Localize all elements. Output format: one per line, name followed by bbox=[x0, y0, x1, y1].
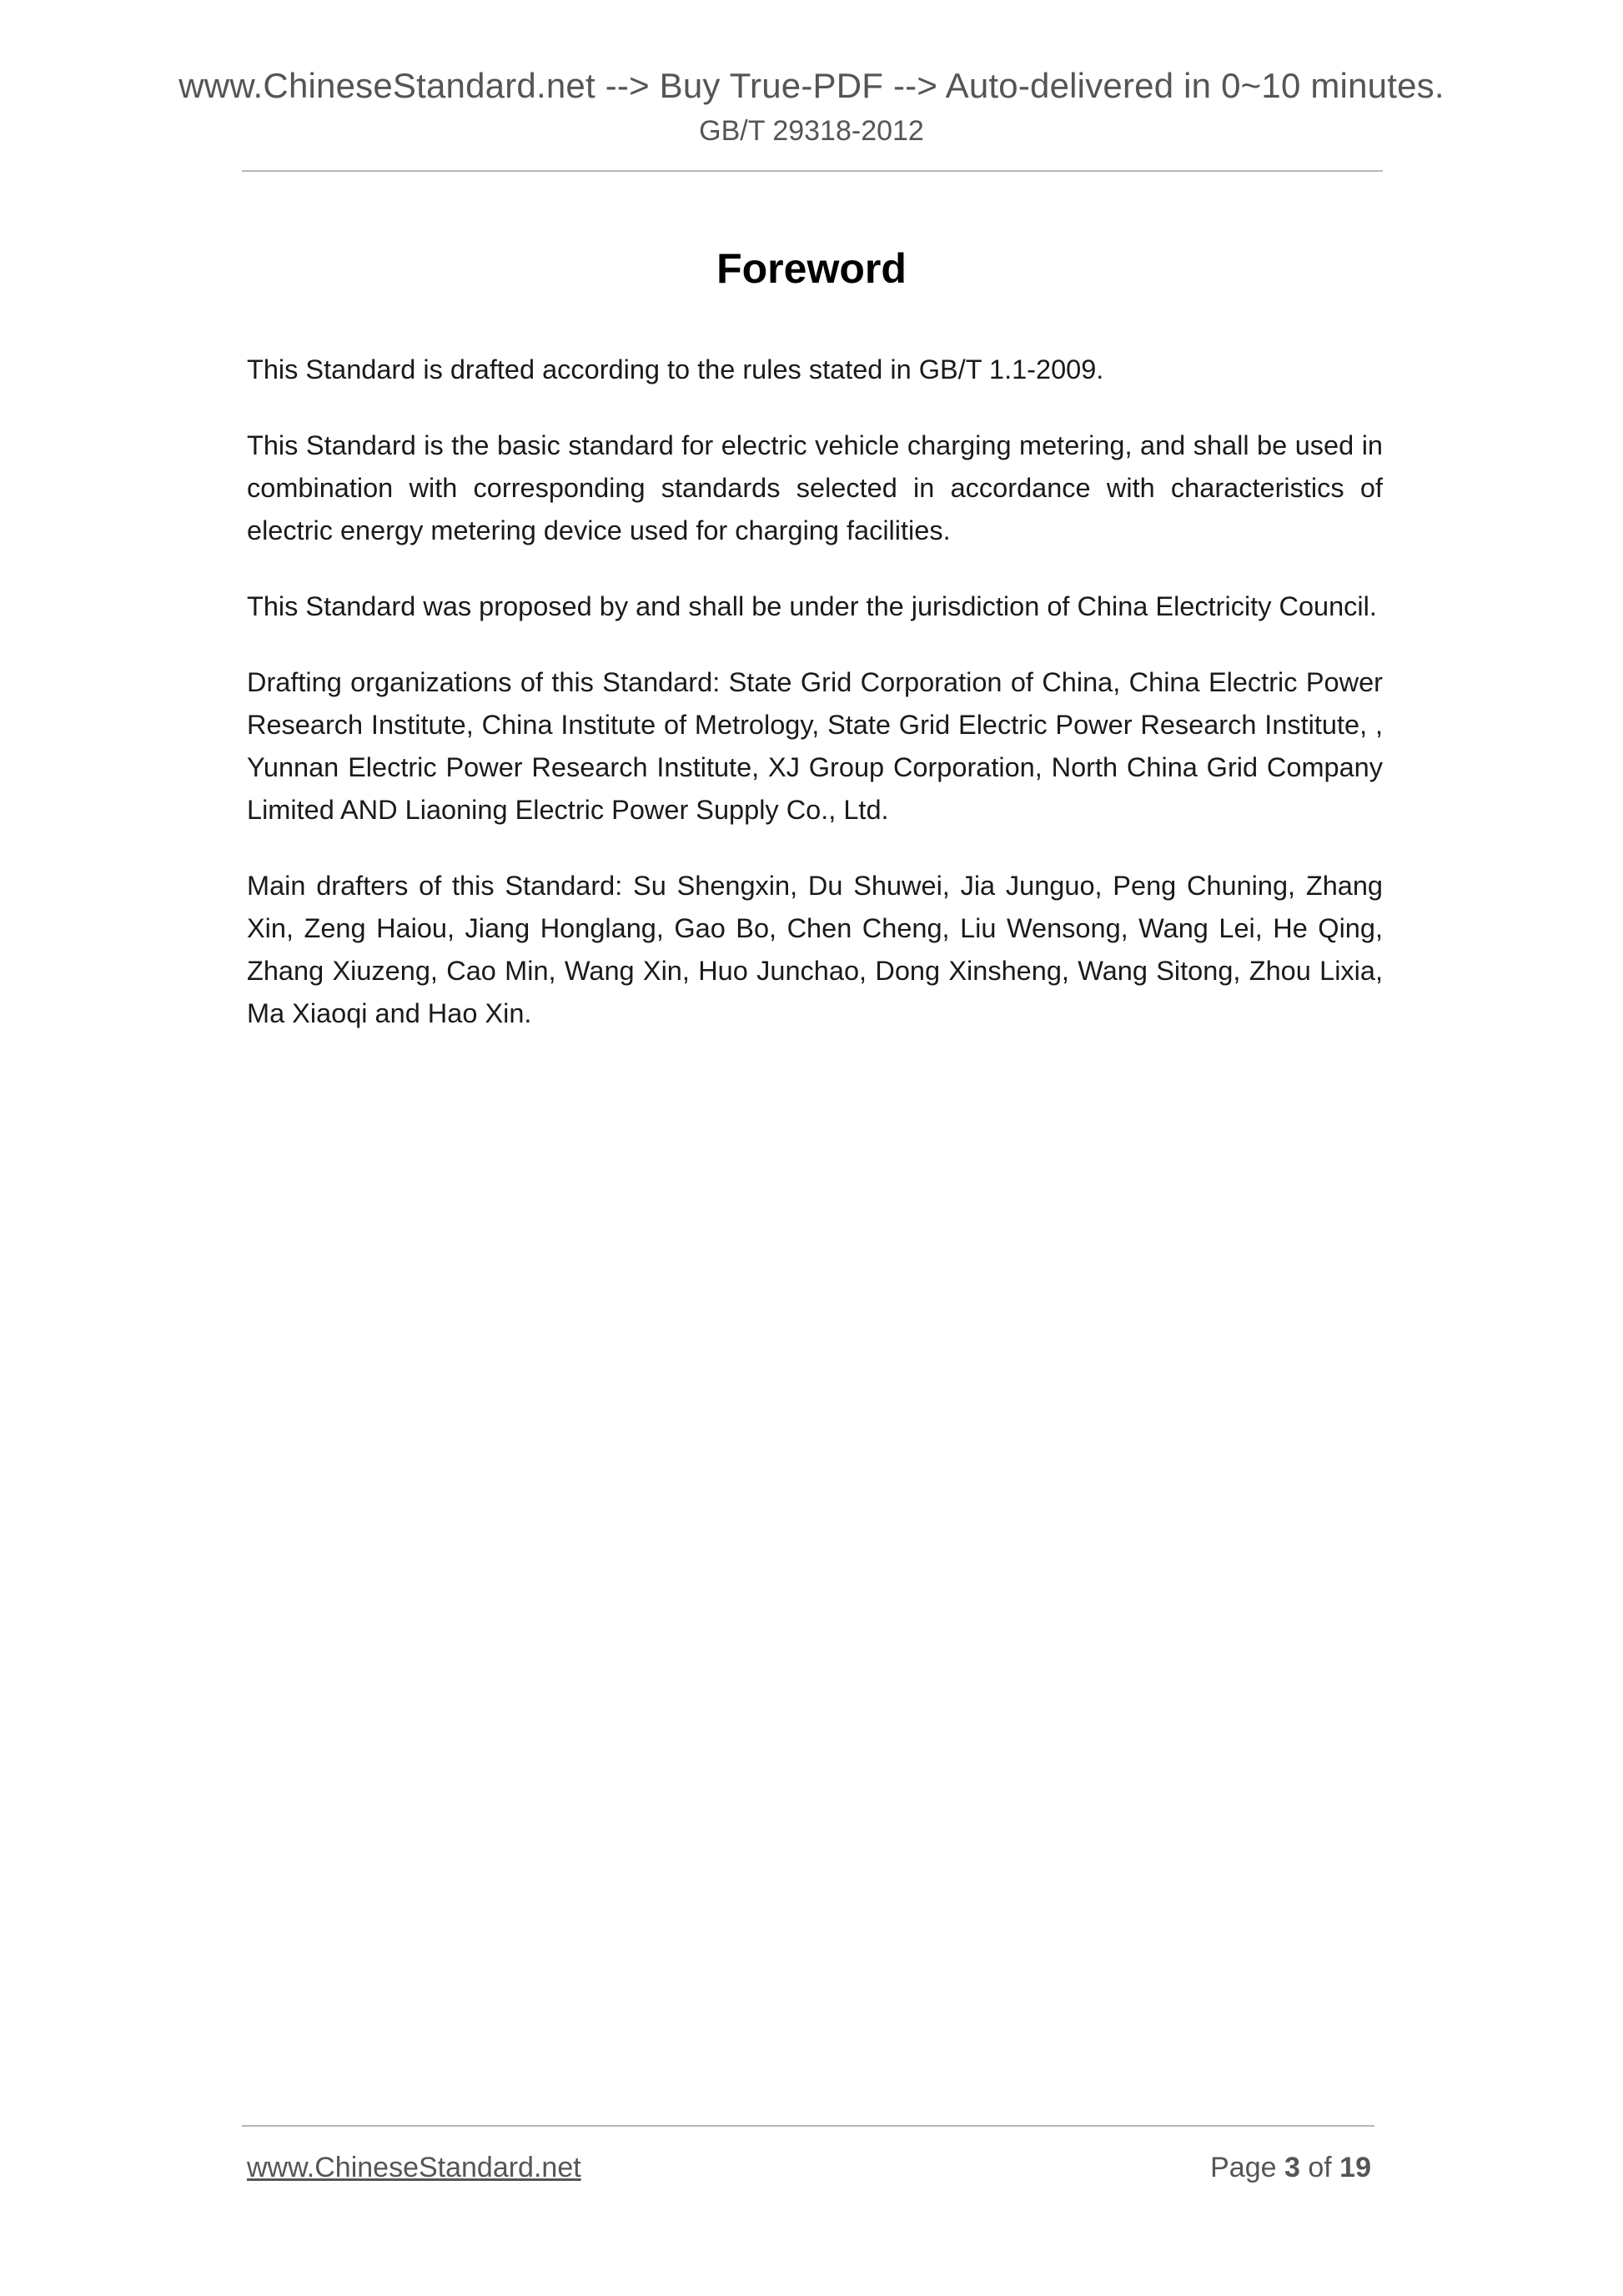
footer-divider bbox=[242, 2125, 1374, 2127]
total-page-count: 19 bbox=[1339, 2152, 1371, 2183]
header-divider bbox=[242, 170, 1383, 172]
paragraph-drafting-organizations: Drafting organizations of this Standard: State Grid Corporation of China, China Electric Power Research Institute, China Institute of Metrology, State Grid Electric Power Research Institute, , Yunnan Electric Power Research Institute, XJ Group Corporation, North China Grid Company Limited AND Liaoning Electric Power Supply Co., Ltd. bbox=[247, 667, 1383, 825]
paragraph-jurisdiction: This Standard was proposed by and shall be under the jurisdiction of China Electricity Council. bbox=[247, 591, 1377, 621]
page-indicator bbox=[1210, 2150, 1371, 2185]
document-number: GB/T 29318-2012 bbox=[699, 115, 924, 147]
paragraph-scope: This Standard is the basic standard for electric vehicle charging metering, and shall be used in combination with corresponding standards selected in accordance with characteristics of electric energy metering device used for charging facilities. bbox=[247, 430, 1383, 545]
page-title: Foreword bbox=[716, 245, 907, 292]
footer-site-link[interactable]: www.ChineseStandard.net bbox=[247, 2152, 581, 2183]
current-page-number: 3 bbox=[1284, 2152, 1300, 2183]
header-banner: www.ChineseStandard.net --> Buy True-PDF --> Auto-delivered in 0~10 minutes. bbox=[178, 66, 1445, 105]
paragraph-drafting-rules: This Standard is drafted according to the rules stated in GB/T 1.1-2009. bbox=[247, 354, 1104, 384]
paragraph-main-drafters: Main drafters of this Standard: Su Shengxin, Du Shuwei, Jia Junguo, Peng Chuning, Zhang Xin, Zeng Haiou, Jiang Honglang, Gao Bo, Chen Cheng, Liu Wensong, Wang Lei, He Qing, Zhang Xiuzeng, Cao Min, Wang Xin, Huo Junchao, Dong Xinsheng, Wang Sitong, Zhou Lixia, Ma Xiaoqi and Hao Xin. bbox=[247, 871, 1383, 1028]
page-of: of bbox=[1308, 2152, 1332, 2183]
foreword-body bbox=[247, 349, 1383, 1068]
page-prefix: Page bbox=[1210, 2152, 1277, 2183]
